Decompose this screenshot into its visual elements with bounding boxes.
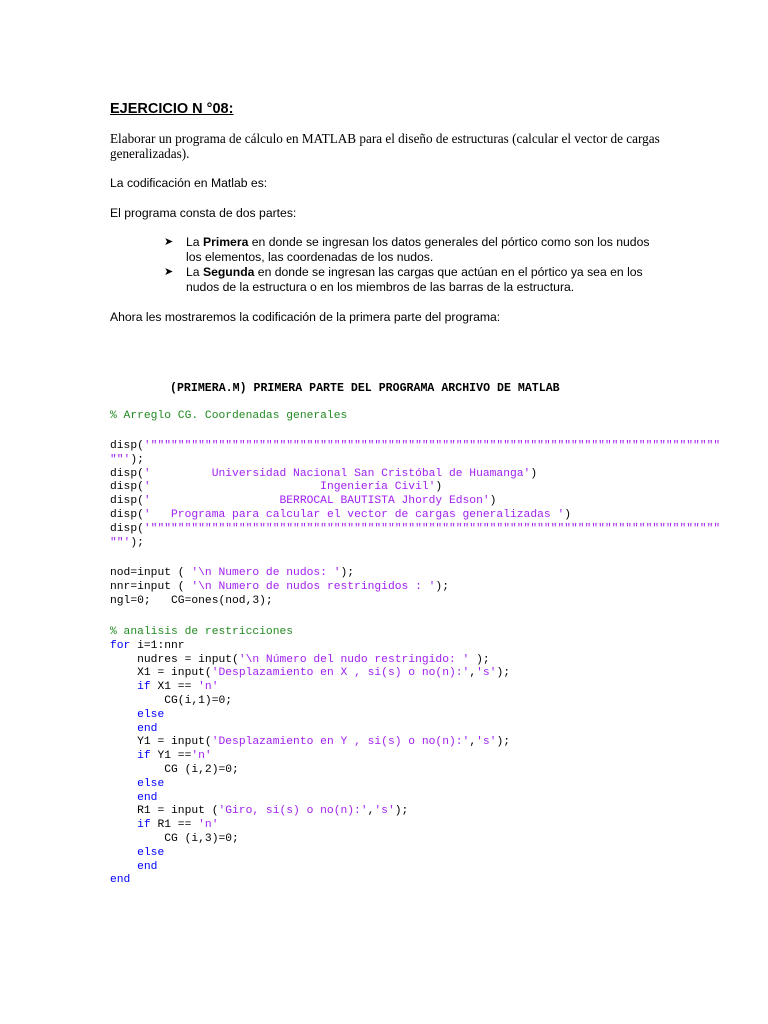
show-line: Ahora les mostraremos la codificación de la primera parte del programa: <box>110 310 501 324</box>
code-line: end <box>137 860 158 873</box>
bullet-text: en donde se ingresan las cargas que actúan en el pórtico ya sea en los nudos de la estructura o en los miembros de las barras de la estructura. <box>186 265 643 294</box>
exercise-heading: EJERCICIO N °08: <box>110 101 234 117</box>
code-line: end <box>137 791 158 804</box>
code-block <box>110 626 510 888</box>
code-line: R1 = input ('Giro, si(s) o no(n):','s'); <box>110 805 409 818</box>
code-line: Y1 = input('Desplazamiento en Y , si(s) o no(n):','s'); <box>110 736 511 749</box>
bullet-prefix: La <box>186 265 203 279</box>
code-line: if X1 == 'n' <box>137 681 219 694</box>
code-line: nod=input ( '\n Numero de nudos: '); <box>110 567 355 579</box>
code-line: nnr=input ( '\n Numero de nudos restringidos : '); <box>110 580 449 593</box>
bullet-bold: Primera <box>202 235 249 249</box>
code-line: nudres = input('\n Número del nudo restringido: ' ); <box>110 653 490 666</box>
bullet-bold: Segunda <box>202 265 255 279</box>
arrow-bullet-icon: ➤ <box>164 236 174 248</box>
code-line: disp('"""""""""""""""""""""""""""""""""""""""""""""""""""""""""""""""""""""""""""""""""""" <box>110 440 721 452</box>
code-line: else <box>137 708 165 721</box>
code-title: (PRIMERA.M) PRIMERA PARTE DEL PROGRAMA ARCHIVO DE MATLAB <box>170 382 560 395</box>
code-line: end <box>110 874 131 887</box>
code-comment: % Arreglo CG. Coordenadas generales <box>110 410 348 422</box>
code-line: disp(' BERROCAL BAUTISTA Jhordy Edson') <box>110 495 497 508</box>
code-line: else <box>137 846 165 859</box>
parts-line: El programa consta de dos partes: <box>110 206 297 220</box>
code-line: if Y1 =='n' <box>137 750 212 763</box>
code-line: end <box>137 722 158 735</box>
bullet-second <box>164 265 664 295</box>
bullet-prefix: La <box>186 235 203 249</box>
bullet-first <box>164 235 664 265</box>
code-line: disp(' Ingeniería Civil') <box>110 481 443 494</box>
code-line: ""'); <box>110 453 144 466</box>
code-comment: % analisis de restricciones <box>110 626 294 638</box>
code-block <box>110 440 720 550</box>
intro-paragraph: Elaborar un programa de cálculo en MATLAB para el diseño de estructuras (calcular el vector de cargas generalizadas). <box>110 131 660 161</box>
arrow-bullet-icon: ➤ <box>164 266 174 278</box>
code-line: for i=1:nnr <box>110 639 185 652</box>
coding-line: La codificación en Matlab es: <box>110 176 268 190</box>
code-line: ngl=0; CG=ones(nod,3); <box>110 594 273 607</box>
code-line: else <box>137 777 165 790</box>
code-line: ""'); <box>110 536 144 549</box>
code-line: disp(' Universidad Nacional San Cristóbal de Huamanga') <box>110 467 538 480</box>
code-block <box>110 567 449 608</box>
code-line: if R1 == 'n' <box>137 819 219 832</box>
code-line: disp('"""""""""""""""""""""""""""""""""""""""""""""""""""""""""""""""""""""""""""""""""""" <box>110 522 721 535</box>
code-line: X1 = input('Desplazamiento en X , si(s) o no(n):','s'); <box>110 667 511 680</box>
code-line: CG (i,2)=0; <box>110 763 239 776</box>
code-line: CG (i,3)=0; <box>110 832 239 845</box>
bullet-text: en donde se ingresan los datos generales del pórtico como son los nudos los elementos, las coordenadas de los nudos. <box>186 235 650 264</box>
code-line: disp(' Programa para calcular el vector de cargas generalizadas ') <box>110 508 572 521</box>
code-line: CG(i,1)=0; <box>110 694 233 707</box>
